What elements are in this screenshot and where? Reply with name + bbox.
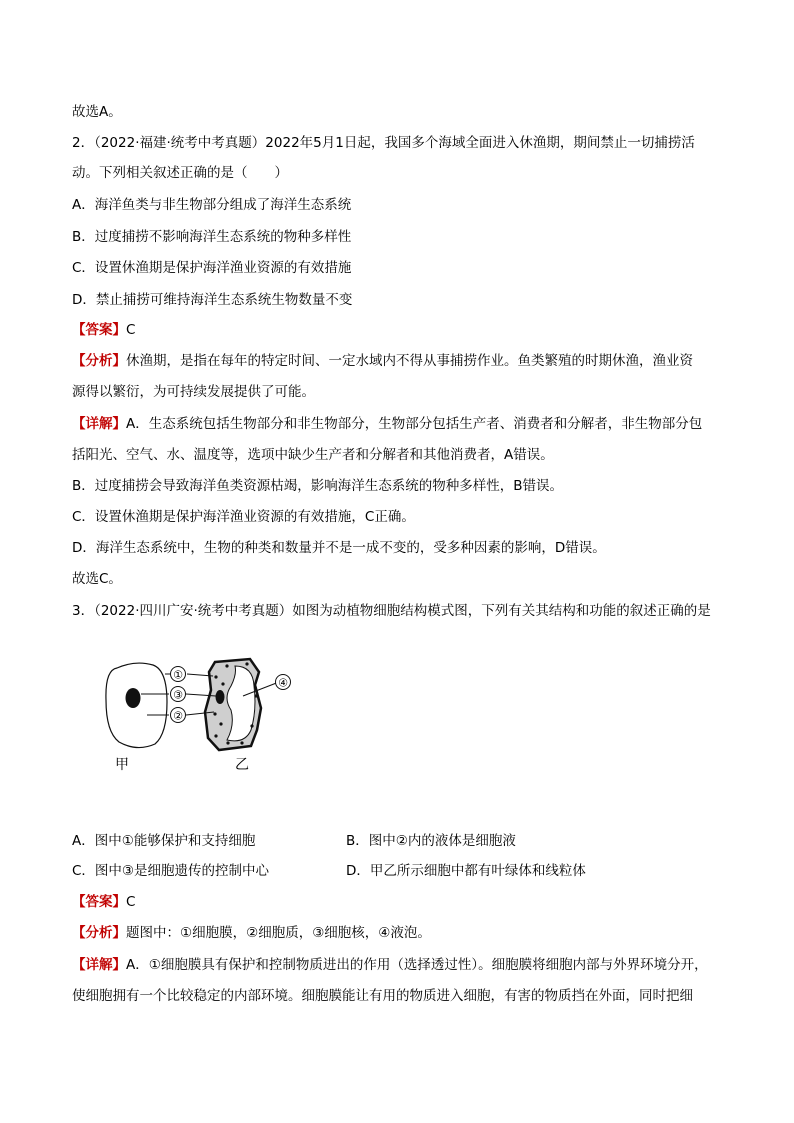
q3-analysis xyxy=(72,923,431,943)
q3-source: （2022·四川广安·统考中考真题） xyxy=(94,603,293,619)
q3-option-a: A．图中①能够保护和支持细胞 xyxy=(72,833,256,849)
q3-stem-line xyxy=(72,601,711,621)
q3-option-b: B．图中②内的液体是细胞液 xyxy=(346,833,516,849)
label-3: ③ xyxy=(173,688,183,702)
animal-cell xyxy=(106,663,167,747)
q3-option-c: C．图中③是细胞遗传的控制中心 xyxy=(72,863,270,879)
q2-option-a: A．海洋鱼类与非生物部分组成了海洋生态系统 xyxy=(72,197,352,213)
animal-nucleus xyxy=(126,688,141,708)
q2-stem-line1 xyxy=(72,133,695,153)
caption-jia: 甲 xyxy=(115,757,129,773)
label-2: ② xyxy=(173,709,183,723)
plant-nucleus xyxy=(216,690,225,704)
analysis-label: 【分析】 xyxy=(72,353,126,369)
q3-number: 3． xyxy=(72,603,95,619)
q2-analysis-line2: 源得以繁衍，为可持续发展提供了可能。 xyxy=(72,384,315,400)
q2-option-b: B．过度捕捞不影响海洋生态系统的物种多样性 xyxy=(72,229,352,245)
q3-detail-line1 xyxy=(72,955,708,975)
analysis-text: 休渔期，是指在每年的特定时间、一定水域内不得从事捕捞作业。鱼类繁殖的时期休渔，渔业资 xyxy=(126,353,693,369)
q1-conclusion: 故选A。 xyxy=(72,104,122,120)
q3-option-d: D．甲乙所示细胞中都有叶绿体和线粒体 xyxy=(346,863,586,879)
q2-analysis-line1 xyxy=(72,351,693,371)
q2-conclusion: 故选C。 xyxy=(72,571,122,587)
q2-detail-line1 xyxy=(72,414,702,434)
q2-answer xyxy=(72,320,135,340)
answer-label: 【答案】 xyxy=(72,894,126,910)
label-1: ① xyxy=(173,668,183,682)
detail-text: A．①细胞膜具有保护和控制物质进出的作用（选择透过性）。细胞膜将细胞内部与外界环境分开， xyxy=(126,957,708,973)
analysis-text: 题图中：①细胞膜，②细胞质，③细胞核，④液泡。 xyxy=(126,925,431,941)
answer-value: C xyxy=(126,322,136,338)
q3-answer xyxy=(72,892,135,912)
detail-text: A．生态系统包括生物部分和非生物部分，生物部分包括生产者、消费者和分解者，非生物部分包 xyxy=(126,416,703,432)
answer-value: C xyxy=(126,894,136,910)
q2-stem-line2: 动。下列相关叙述正确的是（ ） xyxy=(72,165,288,181)
analysis-label: 【分析】 xyxy=(72,925,126,941)
q2-detail-line2: 括阳光、空气、水、温度等，选项中缺少生产者和分解者和其他消费者，A错误。 xyxy=(72,447,554,463)
plant-cell xyxy=(205,659,261,750)
cell-diagram xyxy=(95,650,315,780)
detail-label: 【详解】 xyxy=(72,957,126,973)
answer-label: 【答案】 xyxy=(72,322,126,338)
q2-detail-d: D．海洋生态系统中，生物的种类和数量并不是一成不变的，受多种因素的影响，D错误。 xyxy=(72,540,606,556)
q3-stem: 如图为动植物细胞结构模式图，下列有关其结构和功能的叙述正确的是 xyxy=(292,603,711,619)
q2-source: （2022·福建·统考中考真题） xyxy=(94,135,266,151)
q3-detail-line2: 使细胞拥有一个比较稳定的内部环境。细胞膜能让有用的物质进入细胞，有害的物质挡在外面，同时把细 xyxy=(72,988,693,1004)
q2-stem: 2022年5月1日起，我国多个海域全面进入休渔期，期间禁止一切捕捞活 xyxy=(265,135,695,151)
label-4: ④ xyxy=(278,676,288,690)
q2-detail-b: B．过度捕捞会导致海洋鱼类资源枯竭，影响海洋生态系统的物种多样性，B错误。 xyxy=(72,478,564,494)
q2-option-c: C．设置休渔期是保护海洋渔业资源的有效措施 xyxy=(72,260,352,276)
caption-yi: 乙 xyxy=(235,757,249,773)
q2-number: 2． xyxy=(72,135,95,151)
q2-detail-c: C．设置休渔期是保护海洋渔业资源的有效措施，C正确。 xyxy=(72,509,415,525)
q2-option-d: D．禁止捕捞可维持海洋生态系统生物数量不变 xyxy=(72,292,353,308)
detail-label: 【详解】 xyxy=(72,416,126,432)
